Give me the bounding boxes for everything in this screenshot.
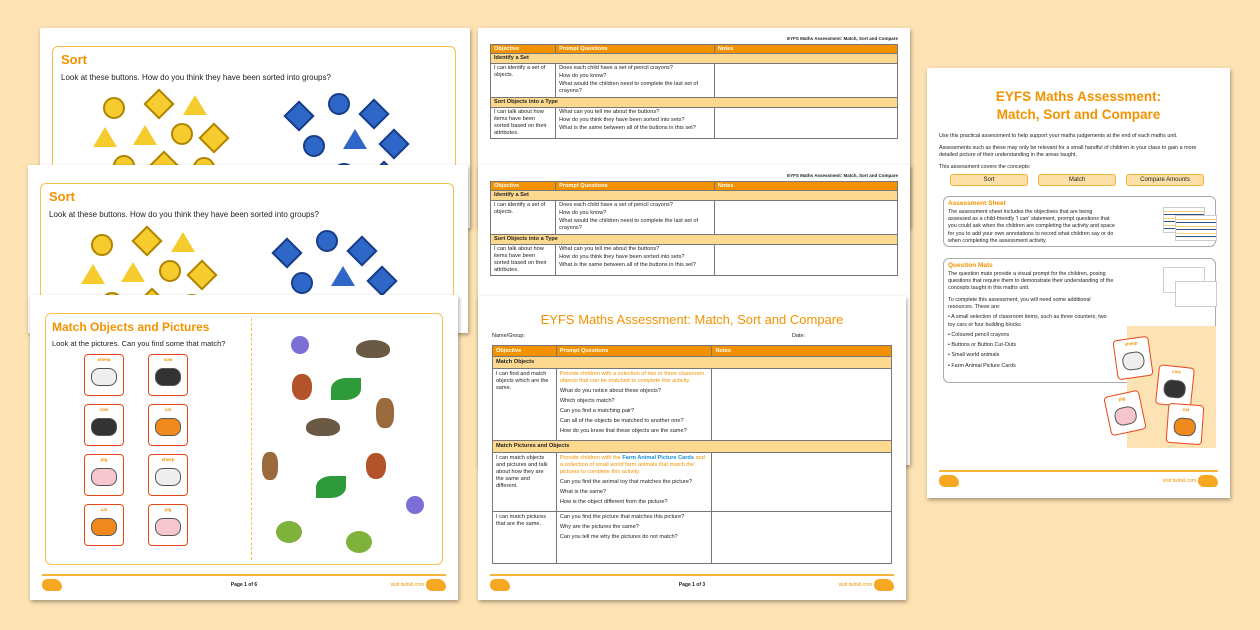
animal-picture [155,418,181,436]
sort-prompt: Look at these buttons. How do you think they have been sorted into groups? [49,210,319,219]
animal-picture [1121,351,1145,372]
prompts-cell [556,368,712,440]
blue-button [366,265,397,296]
blue-button [358,98,389,129]
section-heading: Sort Objects into a Type [491,234,898,244]
prompt-question: How do you think they have been sorted into sets? [559,253,685,260]
animal-picture [91,468,117,486]
prompt-question: How do you know? [559,209,607,216]
leaf-picture [331,378,361,400]
section-heading: Sort Objects into a Type [491,97,898,107]
card-label: sheep [1124,340,1138,348]
info-text: The question mats provide a visual prompt for the children, posing questions that require them to demonstrate their understanding of the concepts taught in this maths unit. [948,270,1114,292]
resource-item: • A small selection of classroom items, such as three counters, two toy cars or four building blocks [948,314,1107,328]
table-row [493,368,892,440]
notes-cell[interactable] [714,200,897,234]
animal-picture [1113,405,1138,427]
match-box [45,313,443,565]
notes-cell[interactable] [712,452,892,511]
prompt-question: Can you find the animal toy that matches the picture? [559,478,692,485]
animal-picture-card[interactable] [148,454,188,496]
yellow-button [198,122,229,153]
objective-cell: I can identify a set of objects. [491,63,556,97]
animal-picture [91,518,117,536]
prompt-question: What is the same between all of the buttons in this set? [559,261,696,268]
match-title: Match Objects and Pictures [52,320,210,334]
running-title: EYFS Maths Assessment: Match, Sort and Compare [787,36,898,41]
sort-title: Sort [49,189,75,204]
info-text: The assessment sheet includes the objectives that are being assessed as a child-friendly 'I can' statement, prompt questions that you could ask when the children are completing the activity and space for you to add your own annotations to record what children say or do when completing the assessment activity. [948,208,1115,244]
animal-picture [1163,379,1187,399]
match-page [30,295,458,600]
prompt-question: Why are the pictures the same? [559,523,639,530]
resource-item: • Coloured pencil crayons [948,331,1010,338]
footer-url[interactable]: visit twinkl.com [390,582,424,588]
page-number: Page 1 of 3 [678,582,706,588]
footer-url[interactable]: visit twinkl.com [1162,478,1196,484]
prompts-cell [556,511,712,563]
prompt-question: Does each child have a set of pencil crayons? [559,201,673,208]
yellow-button [91,234,113,256]
card-label: cow [1171,368,1182,375]
farm-animal-card [1112,336,1153,381]
prompt-question: Can you find a matching pair? [559,407,635,414]
animal-picture [1173,417,1196,436]
blue-button [271,237,302,268]
yellow-button [183,95,207,115]
blue-button [346,235,377,266]
info-title: Question Mats [948,262,993,269]
prompt-question: What is the same between all of the buttons in this set? [559,124,696,131]
date-label: Date: [792,333,806,339]
resources-list [948,314,1108,370]
notes-cell[interactable] [714,63,897,97]
prompts-cell [556,200,715,234]
blue-button [328,93,350,115]
cover-title-line1: EYFS Maths Assessment: [995,89,1162,104]
prompt-question: What is the same? [559,488,607,495]
footer [42,574,446,592]
cover-intro: Assessments such as these may only be relevant for a small handful of children in your class to gain a more detailed picture of their understanding in the areas taught. [939,144,1197,159]
card-label: pig [1118,395,1126,402]
prompt-question: Can you find the picture that matches this picture? [559,513,685,520]
notes-cell[interactable] [714,107,897,138]
card-label: cat [1182,406,1190,413]
leaf-picture [316,476,346,498]
prompt-question: What can you tell me about the buttons? [559,108,660,115]
animal-picture-card[interactable] [84,504,124,546]
notes-cell[interactable] [712,368,892,440]
name-group-label: Name/Group: [492,333,526,339]
yellow-button [171,232,195,252]
resources-intro: To complete this assessment, you will need some additional resources. These are: [948,296,1091,310]
animal-picture-card[interactable] [148,504,188,546]
prompt-question: How is the object different from the picture? [559,498,668,505]
animal-picture [155,518,181,536]
match-prompt: Look at the pictures. Can you find some that match? [52,339,226,348]
blue-button [303,135,325,157]
column-header-objective: Objective [491,182,556,191]
section-heading: Identify a Set [491,191,898,201]
yellow-button [81,264,105,284]
table-row [493,452,892,511]
conker-picture [276,521,302,543]
page-number: Page 1 of 6 [230,582,258,588]
hedgehog-picture [306,418,340,436]
sort-prompt: Look at these buttons. How do you think they have been sorted into groups? [61,73,331,82]
table-row [491,200,898,234]
blue-button [283,100,314,131]
animal-picture-card[interactable] [148,404,188,446]
assessment-table [492,345,892,564]
farm-animal-card [1166,403,1205,445]
column-header-prompts: Prompt Questions [556,45,715,54]
sheet-title: EYFS Maths Assessment: Match, Sort and Compare [540,312,844,327]
yellow-button [143,88,174,119]
running-title: EYFS Maths Assessment: Match, Sort and Compare [787,173,898,178]
table-row [493,511,892,563]
animal-picture [155,368,181,386]
concept-compare-amounts: Compare Amounts [1126,174,1204,186]
objective-cell: I can talk about how items have been sorted based on their attributes. [491,244,556,275]
twinkl-logo [42,579,62,591]
footer [490,574,894,592]
column-header-notes: Notes [714,45,897,54]
cover-intro: This assessment covers the concepts: [939,163,1031,170]
card-label: pig [100,457,108,462]
objective-cell: I can talk about how items have been sorted based on their attributes. [491,107,556,138]
assessment-table [490,44,898,139]
assessment-table [490,181,898,276]
yellow-button [159,260,181,282]
notes-cell[interactable] [714,244,897,275]
card-label: cow [99,407,109,412]
card-label: sheep [161,457,175,462]
prompts-cell [556,244,715,275]
resource-item: • Buttons or Button Cut-Outs [948,342,1017,349]
section-heading: Identify a Set [491,54,898,64]
column-header-objective: Objective [491,45,556,54]
sort-title: Sort [61,52,87,67]
activity-note: Provide children with the Farm Animal Picture Cards and a collection of small world farm animals that match the pictures to complete this activity. [559,454,705,475]
notes-cell[interactable] [712,511,892,563]
prompts-cell [556,452,712,511]
animal-picture-card[interactable] [148,354,188,396]
prompt-question: What would the children need to complete the last set of crayons? [559,80,699,94]
prompt-question: How do you know? [559,72,607,79]
activity-note: Provide children with a selection of two or three classroom objects that can be matched to complete this activity. [559,370,705,384]
prompt-question: What can you tell me about the buttons? [559,245,660,252]
column-header-notes: Notes [712,346,892,357]
sheet-thumbnail [1175,215,1217,241]
objective-cell: I can match objects and pictures and talk about how they are the same and different. [493,452,557,511]
objective-cell: I can match pictures that are the same. [493,511,557,563]
footer [939,470,1218,488]
prompt-question: What do you notice about these objects? [559,387,661,394]
concept-match: Match [1038,174,1116,186]
column-header-objective: Objective [493,346,557,357]
divider [251,318,252,560]
yellow-button [103,97,125,119]
animal-picture [91,368,117,386]
prompt-question: Does each child have a set of pencil crayons? [559,64,673,71]
cover-page [927,68,1230,498]
table-row [491,244,898,275]
card-label: sheep [97,357,111,362]
assessment-sheet-front [478,296,906,600]
resource-item: • Small world animals [948,352,1000,359]
concept-sort: Sort [950,174,1028,186]
prompts-cell [556,107,715,138]
objective-cell: I can identify a set of objects. [491,200,556,234]
blue-button [343,129,367,149]
section-heading: Match Objects [493,357,892,369]
blue-button [291,272,313,294]
twinkl-logo [1198,475,1218,487]
yellow-button [186,259,217,290]
animal-picture-card[interactable] [84,354,124,396]
oak-leaf-picture [376,398,394,428]
prompt-question: How do you know that these objects are the same? [559,427,687,434]
animal-picture [91,418,117,436]
cover-title-line2: Match, Sort and Compare [996,106,1161,122]
prompt-question: What would the children need to complete the last set of crayons? [559,217,699,231]
twinkl-logo [874,579,894,591]
section-heading: Match Pictures and Objects [493,440,892,452]
farm-animal-card [1155,364,1195,408]
blue-button [331,266,355,286]
blue-button [378,128,409,159]
animal-picture [155,468,181,486]
flower-picture [406,496,424,514]
prompt-question: Which objects match? [559,397,615,404]
resource-item: • Farm Animal Picture Cards [948,362,1016,369]
column-header-prompts: Prompt Questions [556,346,712,357]
yellow-button [133,125,157,145]
objective-cell: I can find and match objects which are the same. [493,368,557,440]
card-label: cat [164,407,172,412]
flower-picture [291,336,309,354]
info-title: Assessment Sheet [948,200,1006,207]
twinkl-logo [426,579,446,591]
yellow-button [131,225,162,256]
animal-picture-card[interactable] [84,454,124,496]
conker-picture [346,531,372,553]
table-row [491,63,898,97]
prompt-question: How do you think they have been sorted into sets? [559,116,685,123]
table-row [491,107,898,138]
prompts-cell [556,63,715,97]
animal-picture-card[interactable] [84,404,124,446]
squirrel-picture [366,453,386,479]
blue-button [316,230,338,252]
assessment-sheet-info [943,196,1216,247]
yellow-button [121,262,145,282]
twinkl-logo [490,579,510,591]
cover-intro: Use this practical assessment to help support your maths judgements at the end of each maths unit. [939,133,1178,140]
prompt-question: Can you tell me why the pictures do not match? [559,533,678,540]
prompt-question: Can all of the objects be matched to another one? [559,417,684,424]
column-header-prompts: Prompt Questions [556,182,715,191]
card-label: pig [164,507,172,512]
card-label: cow [163,357,173,362]
farm-animal-cards-link[interactable]: Farm Animal Picture Cards [622,454,694,461]
column-header-notes: Notes [714,182,897,191]
card-label: cat [100,507,108,512]
footer-url[interactable]: visit twinkl.com [838,582,872,588]
squirrel-picture [292,374,312,400]
twinkl-logo [939,475,959,487]
oak-leaf-picture [262,452,278,480]
hedgehog-picture [356,340,390,358]
yellow-button [171,123,193,145]
mat-thumbnail [1175,281,1217,307]
yellow-button [93,127,117,147]
